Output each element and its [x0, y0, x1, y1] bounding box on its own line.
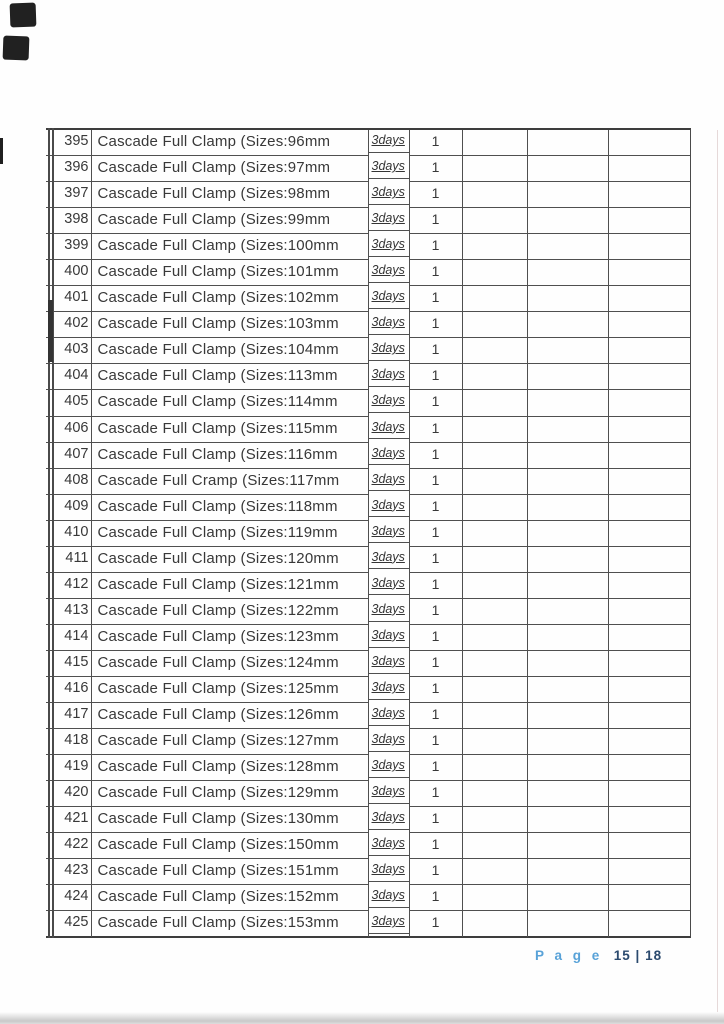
item-description-cell: Cascade Full Clamp (Sizes:124mm	[92, 651, 369, 677]
table-left-border-dark-segment	[48, 300, 53, 362]
quantity-cell: 1	[410, 625, 463, 651]
quantity-cell: 1	[410, 677, 463, 703]
empty-cell-2	[528, 208, 609, 234]
lead-time-text: 3days	[371, 627, 405, 642]
empty-cell-3	[609, 417, 691, 443]
item-description-cell: Cascade Full Clamp (Sizes:152mm	[92, 885, 369, 911]
table-row	[46, 677, 690, 703]
quantity-cell: 1	[410, 156, 463, 182]
lead-time-cell	[369, 625, 410, 651]
lead-time-cell	[369, 521, 410, 547]
item-description-cell: Cascade Full Clamp (Sizes:150mm	[92, 833, 369, 859]
lead-time-text: 3days	[371, 601, 405, 616]
empty-cell-1	[463, 755, 528, 781]
table-row	[46, 521, 690, 547]
lead-time-cell	[369, 234, 410, 260]
lead-time-text: 3days	[371, 679, 405, 694]
lead-time-text: 3days	[371, 523, 405, 538]
table-row	[46, 547, 690, 573]
row-number-cell: 416	[46, 677, 92, 703]
row-number-cell: 424	[46, 885, 92, 911]
scan-artifact-mark-bottom	[3, 36, 30, 61]
empty-cell-2	[528, 599, 609, 625]
lead-time-text: 3days	[371, 367, 405, 382]
table-row	[46, 729, 690, 755]
item-description-cell: Cascade Full Clamp (Sizes:128mm	[92, 755, 369, 781]
lead-time-text: 3days	[371, 445, 405, 460]
empty-cell-1	[463, 156, 528, 182]
quantity-cell: 1	[410, 521, 463, 547]
row-number-cell: 415	[46, 651, 92, 677]
empty-cell-3	[609, 755, 691, 781]
empty-cell-3	[609, 547, 691, 573]
empty-cell-3	[609, 859, 691, 885]
lead-time-text: 3days	[371, 185, 405, 200]
table-row	[46, 182, 690, 208]
item-description-cell: Cascade Full Clamp (Sizes:115mm	[92, 417, 369, 443]
empty-cell-2	[528, 911, 609, 937]
lead-time-text: 3days	[371, 263, 405, 278]
quantity-cell: 1	[410, 417, 463, 443]
empty-cell-2	[528, 781, 609, 807]
lead-time-cell	[369, 599, 410, 625]
empty-cell-2	[528, 547, 609, 573]
empty-cell-3	[609, 495, 691, 521]
empty-cell-1	[463, 573, 528, 599]
quantity-cell: 1	[410, 599, 463, 625]
table-row	[46, 364, 690, 390]
lead-time-cell	[369, 651, 410, 677]
lead-time-cell	[369, 390, 410, 416]
quantity-cell: 1	[410, 182, 463, 208]
empty-cell-1	[463, 469, 528, 495]
table-row	[46, 495, 690, 521]
lead-time-text: 3days	[371, 758, 405, 773]
empty-cell-2	[528, 859, 609, 885]
empty-cell-3	[609, 390, 691, 416]
table-row	[46, 911, 690, 937]
table-row	[46, 234, 690, 260]
lead-time-text: 3days	[371, 237, 405, 252]
empty-cell-1	[463, 208, 528, 234]
empty-cell-1	[463, 234, 528, 260]
empty-cell-3	[609, 234, 691, 260]
lead-time-cell	[369, 573, 410, 599]
lead-time-text: 3days	[371, 810, 405, 825]
empty-cell-1	[463, 312, 528, 338]
item-description-cell: Cascade Full Clamp (Sizes:102mm	[92, 286, 369, 312]
empty-cell-2	[528, 807, 609, 833]
empty-cell-2	[528, 417, 609, 443]
lead-time-text: 3days	[371, 315, 405, 330]
empty-cell-3	[609, 599, 691, 625]
empty-cell-3	[609, 260, 691, 286]
lead-time-cell	[369, 260, 410, 286]
item-description-cell: Cascade Full Clamp (Sizes:121mm	[92, 573, 369, 599]
empty-cell-3	[609, 364, 691, 390]
empty-cell-2	[528, 495, 609, 521]
lead-time-cell	[369, 781, 410, 807]
quantity-cell: 1	[410, 390, 463, 416]
empty-cell-1	[463, 781, 528, 807]
row-number-cell: 414	[46, 625, 92, 651]
table-row	[46, 390, 690, 416]
lead-time-text: 3days	[371, 914, 405, 929]
quantity-cell: 1	[410, 755, 463, 781]
lead-time-cell	[369, 469, 410, 495]
lead-time-text: 3days	[371, 497, 405, 512]
empty-cell-2	[528, 286, 609, 312]
row-number-cell: 407	[46, 443, 92, 469]
item-description-cell: Cascade Full Clamp (Sizes:130mm	[92, 807, 369, 833]
empty-cell-3	[609, 911, 691, 937]
page-footer	[535, 948, 662, 963]
table-row	[46, 703, 690, 729]
empty-cell-3	[609, 182, 691, 208]
row-number-cell: 423	[46, 859, 92, 885]
quantity-cell: 1	[410, 807, 463, 833]
lead-time-cell	[369, 312, 410, 338]
empty-cell-1	[463, 443, 528, 469]
empty-cell-1	[463, 599, 528, 625]
table-row	[46, 443, 690, 469]
empty-cell-2	[528, 364, 609, 390]
empty-cell-3	[609, 469, 691, 495]
lead-time-cell	[369, 417, 410, 443]
lead-time-cell	[369, 703, 410, 729]
empty-cell-1	[463, 651, 528, 677]
item-description-cell: Cascade Full Clamp (Sizes:123mm	[92, 625, 369, 651]
empty-cell-1	[463, 417, 528, 443]
empty-cell-1	[463, 390, 528, 416]
lead-time-text: 3days	[371, 836, 405, 851]
row-number-cell: 397	[46, 182, 92, 208]
empty-cell-3	[609, 729, 691, 755]
table-row	[46, 286, 690, 312]
empty-cell-1	[463, 521, 528, 547]
empty-cell-1	[463, 677, 528, 703]
empty-cell-3	[609, 651, 691, 677]
empty-cell-3	[609, 885, 691, 911]
row-number-cell: 395	[46, 130, 92, 156]
lead-time-cell	[369, 182, 410, 208]
item-description-cell: Cascade Full Clamp (Sizes:114mm	[92, 390, 369, 416]
empty-cell-3	[609, 781, 691, 807]
row-number-cell: 417	[46, 703, 92, 729]
quantity-cell: 1	[410, 729, 463, 755]
table-row	[46, 312, 690, 338]
lead-time-cell	[369, 911, 410, 937]
row-number-cell: 398	[46, 208, 92, 234]
table-row	[46, 573, 690, 599]
lead-time-cell	[369, 807, 410, 833]
row-number-cell: 401	[46, 286, 92, 312]
item-description-cell: Cascade Full Clamp (Sizes:118mm	[92, 495, 369, 521]
quantity-cell: 1	[410, 495, 463, 521]
empty-cell-1	[463, 911, 528, 937]
empty-cell-2	[528, 312, 609, 338]
empty-cell-2	[528, 755, 609, 781]
empty-cell-2	[528, 469, 609, 495]
quantity-cell: 1	[410, 885, 463, 911]
empty-cell-1	[463, 182, 528, 208]
row-number-cell: 422	[46, 833, 92, 859]
empty-cell-2	[528, 703, 609, 729]
quantity-cell: 1	[410, 364, 463, 390]
empty-cell-3	[609, 807, 691, 833]
lead-time-cell	[369, 286, 410, 312]
quantity-cell: 1	[410, 573, 463, 599]
lead-time-text: 3days	[371, 393, 405, 408]
quantity-cell: 1	[410, 208, 463, 234]
table-row	[46, 807, 690, 833]
quantity-cell: 1	[410, 130, 463, 156]
item-description-cell: Cascade Full Cramp (Sizes:117mm	[92, 469, 369, 495]
table-row	[46, 156, 690, 182]
empty-cell-1	[463, 807, 528, 833]
lead-time-text: 3days	[371, 341, 405, 356]
table-row	[46, 469, 690, 495]
empty-cell-1	[463, 495, 528, 521]
scan-edge-left-sliver	[0, 138, 3, 164]
empty-cell-1	[463, 859, 528, 885]
footer-page-number: 15 | 18	[613, 948, 663, 963]
empty-cell-2	[528, 234, 609, 260]
empty-cell-3	[609, 312, 691, 338]
lead-time-text: 3days	[371, 289, 405, 304]
row-number-cell: 405	[46, 390, 92, 416]
empty-cell-1	[463, 885, 528, 911]
lead-time-text: 3days	[371, 419, 405, 434]
empty-cell-1	[463, 364, 528, 390]
empty-cell-3	[609, 521, 691, 547]
quantity-cell: 1	[410, 338, 463, 364]
item-description-cell: Cascade Full Clamp (Sizes:97mm	[92, 156, 369, 182]
row-number-cell: 410	[46, 521, 92, 547]
row-number-cell: 411	[46, 547, 92, 573]
item-description-cell: Cascade Full Clamp (Sizes:99mm	[92, 208, 369, 234]
item-description-cell: Cascade Full Clamp (Sizes:126mm	[92, 703, 369, 729]
table-row	[46, 651, 690, 677]
row-number-cell: 402	[46, 312, 92, 338]
items-table	[46, 128, 691, 938]
table-row	[46, 599, 690, 625]
table-row	[46, 208, 690, 234]
footer-page-word: P a g e	[535, 948, 603, 963]
row-number-cell: 421	[46, 807, 92, 833]
empty-cell-1	[463, 625, 528, 651]
table-row	[46, 625, 690, 651]
item-description-cell: Cascade Full Clamp (Sizes:100mm	[92, 234, 369, 260]
item-description-cell: Cascade Full Clamp (Sizes:98mm	[92, 182, 369, 208]
empty-cell-3	[609, 286, 691, 312]
lead-time-cell	[369, 547, 410, 573]
table-row	[46, 130, 690, 156]
table-row	[46, 833, 690, 859]
row-number-cell: 413	[46, 599, 92, 625]
table-row	[46, 338, 690, 364]
lead-time-cell	[369, 364, 410, 390]
lead-time-text: 3days	[371, 888, 405, 903]
lead-time-cell	[369, 755, 410, 781]
row-number-cell: 420	[46, 781, 92, 807]
lead-time-cell	[369, 130, 410, 156]
quantity-cell: 1	[410, 312, 463, 338]
quantity-cell: 1	[410, 703, 463, 729]
item-description-cell: Cascade Full Clamp (Sizes:122mm	[92, 599, 369, 625]
row-number-cell: 408	[46, 469, 92, 495]
quantity-cell: 1	[410, 547, 463, 573]
empty-cell-2	[528, 338, 609, 364]
lead-time-text: 3days	[371, 575, 405, 590]
lead-time-text: 3days	[371, 653, 405, 668]
row-number-cell: 409	[46, 495, 92, 521]
lead-time-text: 3days	[371, 471, 405, 486]
lead-time-cell	[369, 443, 410, 469]
lead-time-cell	[369, 156, 410, 182]
lead-time-text: 3days	[371, 549, 405, 564]
item-description-cell: Cascade Full Clamp (Sizes:129mm	[92, 781, 369, 807]
empty-cell-3	[609, 833, 691, 859]
row-number-cell: 403	[46, 338, 92, 364]
row-number-cell: 400	[46, 260, 92, 286]
row-number-cell: 418	[46, 729, 92, 755]
lead-time-text: 3days	[371, 159, 405, 174]
empty-cell-3	[609, 208, 691, 234]
empty-cell-2	[528, 573, 609, 599]
item-description-cell: Cascade Full Clamp (Sizes:151mm	[92, 859, 369, 885]
empty-cell-1	[463, 833, 528, 859]
lead-time-cell	[369, 885, 410, 911]
table-row	[46, 781, 690, 807]
empty-cell-2	[528, 390, 609, 416]
empty-cell-1	[463, 547, 528, 573]
row-number-cell: 406	[46, 417, 92, 443]
table-row	[46, 885, 690, 911]
lead-time-cell	[369, 833, 410, 859]
lead-time-text: 3days	[371, 862, 405, 877]
empty-cell-2	[528, 130, 609, 156]
row-number-cell: 399	[46, 234, 92, 260]
empty-cell-2	[528, 156, 609, 182]
item-description-cell: Cascade Full Clamp (Sizes:96mm	[92, 130, 369, 156]
empty-cell-3	[609, 573, 691, 599]
row-number-cell: 412	[46, 573, 92, 599]
empty-cell-3	[609, 625, 691, 651]
quantity-cell: 1	[410, 781, 463, 807]
empty-cell-2	[528, 729, 609, 755]
lead-time-text: 3days	[371, 784, 405, 799]
lead-time-cell	[369, 677, 410, 703]
empty-cell-3	[609, 338, 691, 364]
empty-cell-3	[609, 443, 691, 469]
quantity-cell: 1	[410, 833, 463, 859]
quantity-cell: 1	[410, 234, 463, 260]
lead-time-cell	[369, 495, 410, 521]
lead-time-text: 3days	[371, 211, 405, 226]
quantity-cell: 1	[410, 260, 463, 286]
empty-cell-1	[463, 703, 528, 729]
scan-artifact-mark-top	[10, 3, 37, 28]
table-row	[46, 417, 690, 443]
table-row	[46, 859, 690, 885]
lead-time-text: 3days	[371, 133, 405, 147]
quantity-cell: 1	[410, 469, 463, 495]
empty-cell-2	[528, 885, 609, 911]
empty-cell-1	[463, 729, 528, 755]
scan-edge-right-line	[717, 130, 719, 1012]
empty-cell-1	[463, 286, 528, 312]
empty-cell-3	[609, 677, 691, 703]
empty-cell-2	[528, 521, 609, 547]
lead-time-cell	[369, 338, 410, 364]
empty-cell-3	[609, 703, 691, 729]
item-description-cell: Cascade Full Clamp (Sizes:125mm	[92, 677, 369, 703]
empty-cell-2	[528, 677, 609, 703]
scan-edge-bottom-band	[0, 1012, 724, 1024]
quantity-cell: 1	[410, 651, 463, 677]
empty-cell-1	[463, 260, 528, 286]
item-description-cell: Cascade Full Clamp (Sizes:127mm	[92, 729, 369, 755]
quantity-cell: 1	[410, 859, 463, 885]
empty-cell-2	[528, 651, 609, 677]
item-description-cell: Cascade Full Clamp (Sizes:116mm	[92, 443, 369, 469]
lead-time-text: 3days	[371, 706, 405, 721]
lead-time-text: 3days	[371, 732, 405, 747]
empty-cell-2	[528, 260, 609, 286]
lead-time-cell	[369, 859, 410, 885]
empty-cell-3	[609, 156, 691, 182]
empty-cell-1	[463, 130, 528, 156]
lead-time-cell	[369, 729, 410, 755]
empty-cell-2	[528, 443, 609, 469]
quantity-cell: 1	[410, 286, 463, 312]
item-description-cell: Cascade Full Clamp (Sizes:113mm	[92, 364, 369, 390]
table-row	[46, 755, 690, 781]
quantity-cell: 1	[410, 443, 463, 469]
row-number-cell: 396	[46, 156, 92, 182]
item-description-cell: Cascade Full Clamp (Sizes:153mm	[92, 911, 369, 937]
row-number-cell: 425	[46, 911, 92, 937]
quantity-cell: 1	[410, 911, 463, 937]
item-description-cell: Cascade Full Clamp (Sizes:101mm	[92, 260, 369, 286]
empty-cell-2	[528, 833, 609, 859]
row-number-cell: 404	[46, 364, 92, 390]
empty-cell-2	[528, 625, 609, 651]
item-description-cell: Cascade Full Clamp (Sizes:104mm	[92, 338, 369, 364]
empty-cell-2	[528, 182, 609, 208]
row-number-cell: 419	[46, 755, 92, 781]
empty-cell-3	[609, 130, 691, 156]
empty-cell-1	[463, 338, 528, 364]
table-row	[46, 260, 690, 286]
item-description-cell: Cascade Full Clamp (Sizes:119mm	[92, 521, 369, 547]
item-description-cell: Cascade Full Clamp (Sizes:120mm	[92, 547, 369, 573]
lead-time-cell	[369, 208, 410, 234]
item-description-cell: Cascade Full Clamp (Sizes:103mm	[92, 312, 369, 338]
table-rows-container	[46, 130, 690, 937]
